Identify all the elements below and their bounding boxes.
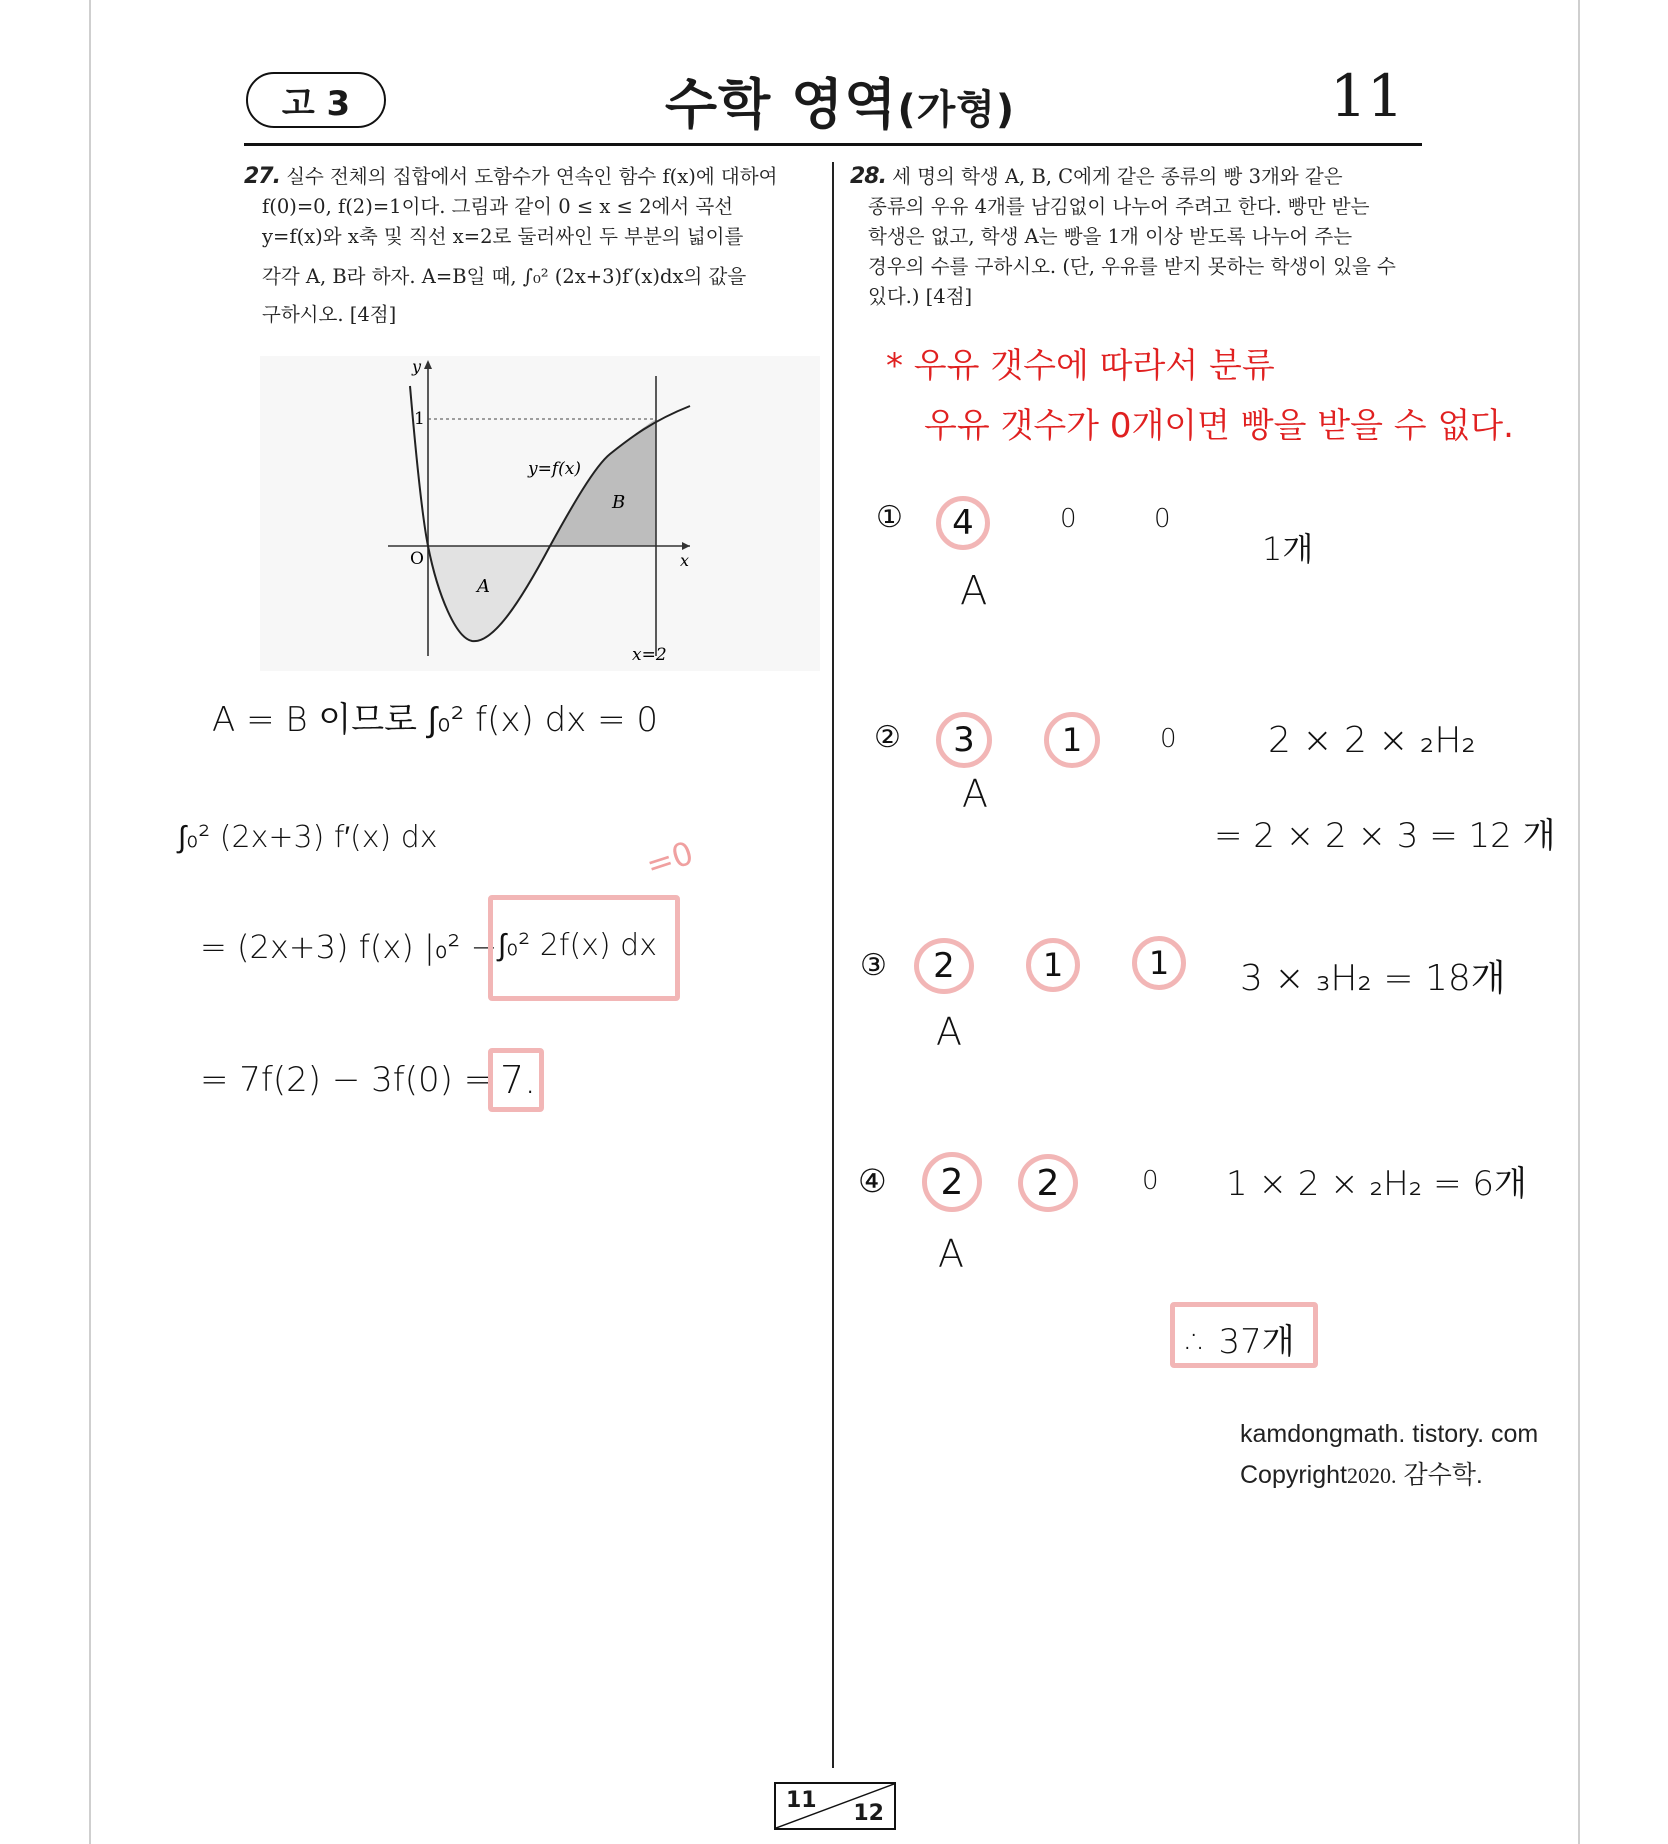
work-27-zero-note: =0: [641, 833, 698, 885]
case-2-value-a: 3: [936, 712, 992, 768]
work-27-line-1: A = B 이므로 ∫₀² f(x) dx = 0: [212, 700, 659, 740]
total-answer: ∴ 37개: [1186, 1322, 1295, 1362]
page-number: 11: [1330, 62, 1404, 130]
problem-27: [244, 162, 814, 330]
x-axis-label: x: [680, 551, 690, 570]
case-1-value-c: 0: [1154, 504, 1171, 534]
problem-27-line-5: 구하시오. [4점]: [262, 303, 397, 326]
x-two-label: x=2: [632, 645, 667, 665]
case-1-mark: ①: [876, 500, 903, 535]
problem-27-line-3: y=f(x)와 x축 및 직선 x=2로 둘러싸인 두 부분의 넓이를: [262, 225, 744, 248]
tick-one-label: 1: [414, 409, 425, 429]
case-2-value-b: 1: [1044, 712, 1100, 768]
case-4-value-c: 0: [1142, 1166, 1159, 1196]
page-pager: [774, 1782, 896, 1830]
pager-left: 11: [786, 1788, 817, 1813]
case-2-calc: 2 × 2 × ₂H₂: [1268, 720, 1476, 761]
case-2-mark: ②: [874, 720, 901, 755]
page-edge-left: [89, 0, 91, 1844]
case-4-value-b: 2: [1018, 1154, 1078, 1212]
case-1-value-b: 0: [1060, 504, 1077, 534]
case-3-student: A: [936, 1010, 962, 1054]
problem-28-line-5: 있다.) [4점]: [868, 285, 973, 308]
problem-27-line-4: 각각 A, B라 하자. A=B일 때, ∫₀² (2x+3)f′(x)dx의 값을: [262, 265, 747, 288]
column-divider: [832, 162, 834, 1768]
problem-28-line-2: 종류의 우유 4개를 남김없이 나누어 주려고 한다. 빵만 받는: [868, 195, 1370, 218]
problem-27-number: 27.: [244, 164, 280, 189]
case-1-value-a: 4: [936, 496, 990, 550]
case-4-mark: ④: [858, 1162, 887, 1200]
problem-27-line-1: 27. 실수 전체의 집합에서 도함수가 연속인 함수 f(x)에 대하여: [244, 164, 778, 189]
page-edge-right: [1578, 0, 1580, 1844]
case-3-value-c: 1: [1132, 936, 1186, 990]
region-b-label: B: [612, 492, 626, 513]
work-27-line-4a: = 7f(2) − 3f(0) =: [200, 1060, 493, 1100]
case-3-calc: 3 × ₃H₂ = 18개: [1240, 958, 1506, 999]
work-27-line-3a: = (2x+3) f(x) |₀² −: [200, 928, 498, 966]
case-4-value-a: 2: [922, 1152, 982, 1212]
problem-27-graph: [260, 356, 820, 671]
case-3-value-b: 1: [1026, 938, 1080, 992]
problem-28: [850, 162, 1430, 312]
y-axis-label: y: [412, 357, 422, 376]
answer-27: 7.: [500, 1058, 537, 1102]
case-1-student: A: [960, 568, 988, 614]
red-note-2: 우유 갯수가 0개이면 빵을 받을 수 없다.: [924, 406, 1514, 446]
case-4-student: A: [938, 1232, 964, 1276]
problem-28-number: 28.: [850, 164, 886, 189]
footer-website: kamdongmath. tistory. com: [1240, 1420, 1539, 1448]
case-3-mark: ③: [860, 948, 887, 983]
case-2-calc-result: = 2 × 2 × 3 = 12 개: [1214, 816, 1556, 856]
case-4-calc: 1 × 2 × ₂H₂ = 6개: [1226, 1164, 1527, 1204]
problem-28-line-1: 28. 세 명의 학생 A, B, C에게 같은 종류의 빵 3개와 같은: [850, 164, 1343, 189]
work-27-line-2: ∫₀² (2x+3) f′(x) dx: [178, 820, 438, 855]
case-2-value-c: 0: [1160, 724, 1177, 754]
subject-sub: (가형): [897, 87, 1016, 133]
region-a-label: A: [477, 576, 490, 597]
footer-copyright: Copyright2020. 감수학.: [1240, 1461, 1483, 1489]
case-2-student: A: [962, 772, 988, 816]
subject-title: [560, 62, 1120, 139]
problem-28-line-4: 경우의 수를 구하시오. (단, 우유를 받지 못하는 학생이 있을 수: [868, 255, 1396, 278]
pager-right: 12: [853, 1801, 884, 1826]
red-note-1: * 우유 갯수에 따라서 분류: [886, 346, 1275, 386]
problem-28-line-3: 학생은 없고, 학생 A는 빵을 1개 이상 받도록 나누어 주는: [868, 225, 1353, 248]
origin-label: O: [410, 549, 424, 569]
subject-main: 수학 영역: [664, 73, 898, 136]
header-rule: [244, 143, 1422, 146]
problem-27-line-2: f(0)=0, f(2)=1이다. 그림과 같이 0 ≤ x ≤ 2에서 곡선: [262, 195, 734, 218]
work-27-line-3b: ∫₀² 2f(x) dx: [498, 928, 657, 963]
grade-badge: 고 3: [246, 72, 386, 128]
case-1-calc: 1개: [1262, 530, 1314, 568]
curve-label: y=f(x): [528, 459, 581, 479]
case-3-value-a: 2: [914, 938, 974, 994]
